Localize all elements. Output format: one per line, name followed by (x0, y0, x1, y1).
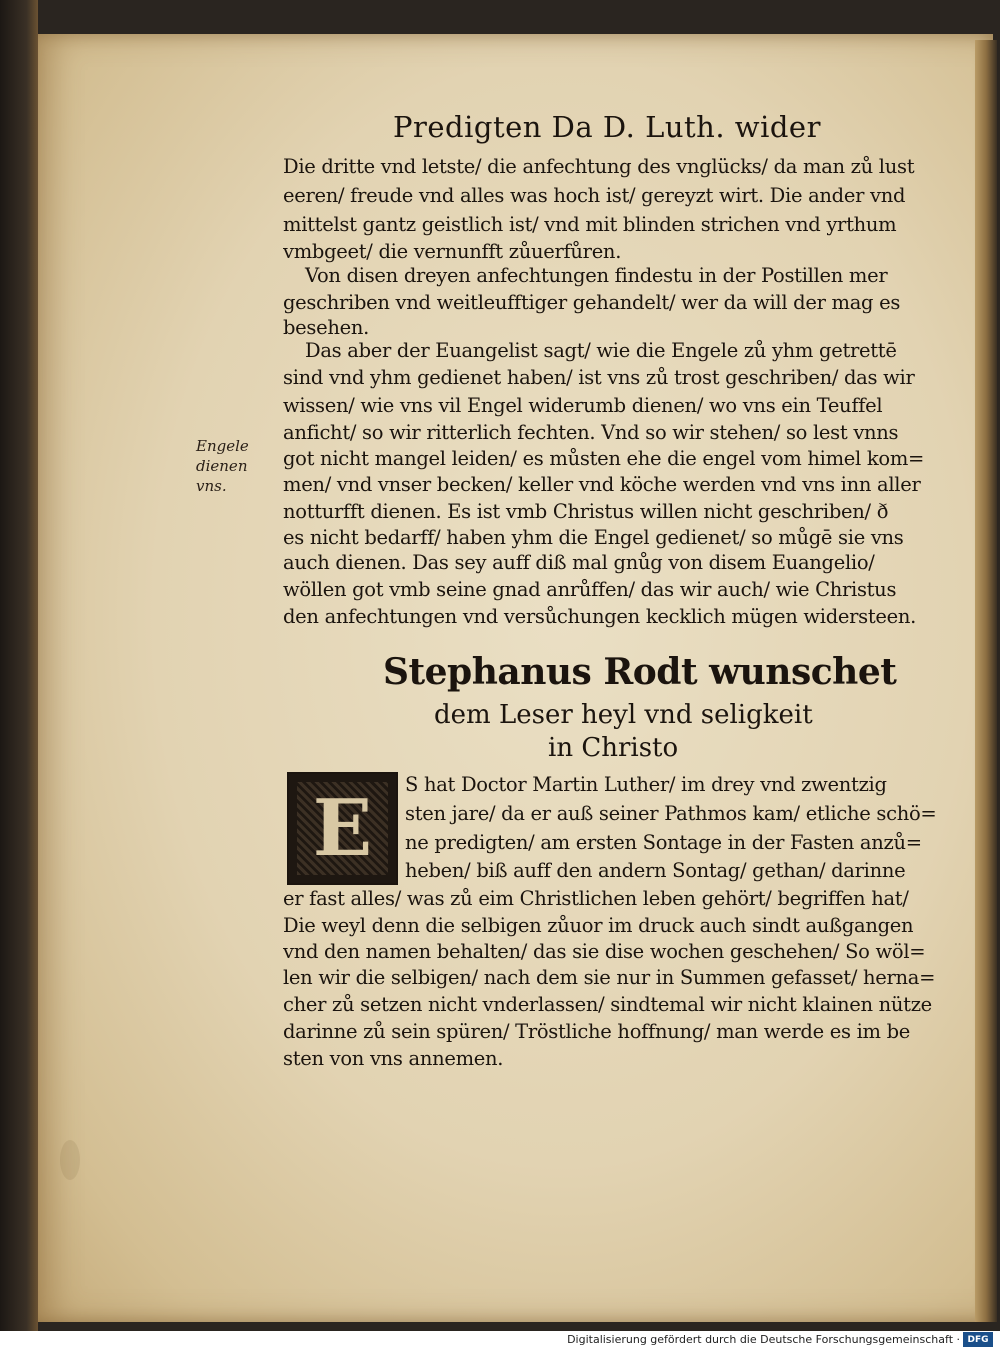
binding-shadow (0, 0, 38, 1331)
letter-line: Die weyl denn die selbigen zůuor im druck auch sindt außgangen (283, 914, 914, 937)
body-line: wöllen got vmb seine gnad anrůffen/ das wir auch/ wie Christus (283, 578, 897, 601)
decorated-initial (287, 772, 398, 885)
paper-stain (60, 1140, 80, 1180)
letter-line: S hat Doctor Martin Luther/ im drey vnd zwentzig (405, 773, 887, 796)
body-line: Das aber der Euangelist sagt/ wie die Engele zů yhm getrettē (305, 339, 897, 362)
letter-line: sten von vns annemen. (283, 1047, 504, 1070)
initial-letter: E (312, 782, 373, 874)
letter-line: darinne zů sein spüren/ Tröstliche hoffnung/ man werde es im be (283, 1020, 911, 1043)
marginal-note-line: Engele (196, 437, 249, 455)
letter-line: sten jare/ da er auß seiner Pathmos kam/ etliche schö= (405, 802, 937, 825)
body-line: mittelst gantz geistlich ist/ vnd mit blinden strichen vnd yrthum (283, 213, 897, 236)
body-line: Von disen dreyen anfechtungen findestu in der Postillen mer (305, 264, 888, 287)
letter-line: cher zů setzen nicht vnderlassen/ sindtemal wir nicht klainen nütze (283, 993, 932, 1016)
body-line: men/ vnd vnser becken/ keller vnd köche werden vnd vns inn aller (283, 473, 921, 496)
marginal-note-line: dienen (196, 457, 248, 475)
body-line: es nicht bedarff/ haben yhm die Engel gedienet/ so můgē sie vns (283, 526, 904, 549)
dfg-logo-icon: DFG (963, 1332, 993, 1347)
body-line: vmbgeet/ die vernunfft zůuerfůren. (283, 240, 622, 263)
body-line: anficht/ so wir ritterlich fechten. Vnd so wir stehen/ so lest vnns (283, 421, 899, 444)
running-head: Predigten Da D. Luth. wider (393, 110, 821, 144)
marginal-note-line: vns. (196, 477, 227, 495)
body-line: notturfft dienen. Es ist vmb Christus willen nicht geschriben/ ð (283, 500, 889, 523)
body-line: Die dritte vnd letste/ die anfechtung des vnglücks/ da man zů lust (283, 155, 915, 178)
section-heading: Stephanus Rodt wunschet (383, 651, 897, 693)
page-fore-edge (975, 40, 997, 1322)
letter-line: er fast alles/ was zů eim Christlichen leben gehört/ begriffen hat/ (283, 887, 909, 910)
body-line: den anfechtungen vnd versůchungen kecklich mügen widersteen. (283, 605, 917, 628)
letter-line: heben/ biß auff den andern Sontag/ gethan/ darinne (405, 859, 906, 882)
body-line: sind vnd yhm gedienet haben/ ist vns zů trost geschriben/ das wir (283, 366, 915, 389)
body-line: eeren/ freude vnd alles was hoch ist/ gereyzt wirt. Die ander vnd (283, 184, 906, 207)
section-subheading: dem Leser heyl vnd seligkeit (434, 700, 813, 730)
body-line: wissen/ wie vns vil Engel widerumb dienen/ wo vns ein Teuffel (283, 394, 883, 417)
body-line: geschriben vnd weitleufftiger gehandelt/ wer da will der mag es (283, 291, 901, 314)
marginal-note (196, 436, 276, 496)
letter-line: len wir die selbigen/ nach dem sie nur in Summen gefasset/ herna= (283, 966, 936, 989)
letter-line: vnd den namen behalten/ das sie dise wochen geschehen/ So wöl= (283, 940, 926, 963)
section-subheading-line: in Christo (548, 733, 679, 763)
body-line: besehen. (283, 316, 370, 339)
initial-ornament (297, 782, 388, 875)
footer-credit: Digitalisierung gefördert durch die Deutsche Forschungsgemeinschaft · (567, 1333, 960, 1346)
letter-line: ne predigten/ am ersten Sontage in der Fasten anzů= (405, 831, 922, 854)
body-line: got nicht mangel leiden/ es můsten ehe die engel vom himel kom= (283, 447, 925, 470)
body-line: auch dienen. Das sey auff diß mal gnůg von disem Euangelio/ (283, 551, 875, 574)
